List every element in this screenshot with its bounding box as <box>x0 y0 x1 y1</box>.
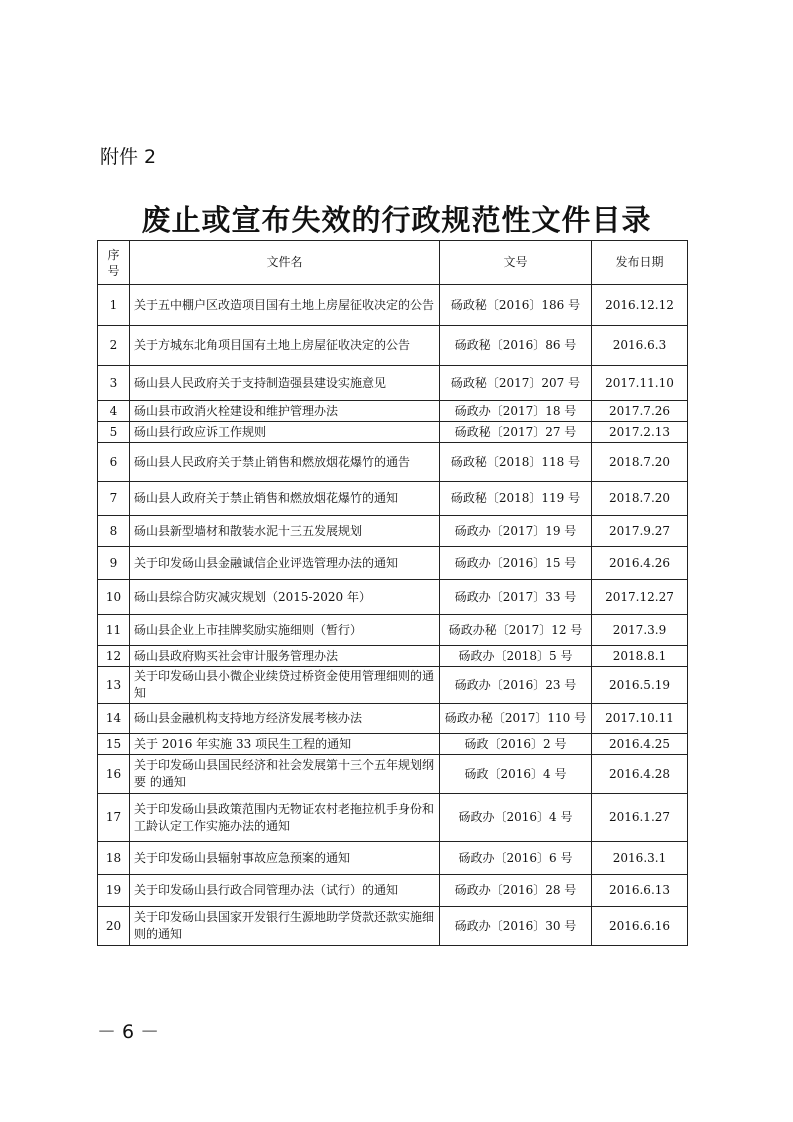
row-doc-number: 砀政〔2016〕4 号 <box>440 755 592 794</box>
row-file-name: 关于印发砀山县国家开发银行生源地助学贷款还款实施细则的通知 <box>130 907 440 946</box>
table-row <box>98 285 688 326</box>
row-doc-number: 砀政秘〔2017〕207 号 <box>440 366 592 401</box>
row-doc-number: 砀政办〔2016〕23 号 <box>440 667 592 704</box>
row-seq: 18 <box>98 842 130 875</box>
row-seq: 16 <box>98 755 130 794</box>
row-seq: 8 <box>98 516 130 547</box>
table-row <box>98 755 688 794</box>
row-doc-number: 砀政办秘〔2017〕110 号 <box>440 704 592 734</box>
row-seq: 19 <box>98 875 130 907</box>
row-doc-number: 砀政办秘〔2017〕12 号 <box>440 615 592 646</box>
row-publish-date: 2017.10.11 <box>592 704 688 734</box>
row-doc-number: 砀政秘〔2016〕186 号 <box>440 285 592 326</box>
table-row <box>98 547 688 580</box>
row-file-name: 关于印发砀山县辐射事故应急预案的通知 <box>130 842 440 875</box>
header-doc-no: 文号 <box>440 241 592 285</box>
row-doc-number: 砀政秘〔2018〕119 号 <box>440 482 592 516</box>
row-doc-number: 砀政办〔2017〕19 号 <box>440 516 592 547</box>
row-file-name: 砀山县人民政府关于禁止销售和燃放烟花爆竹的通告 <box>130 443 440 482</box>
repealed-documents-table <box>97 240 688 946</box>
row-seq: 12 <box>98 646 130 667</box>
table-row <box>98 326 688 366</box>
row-publish-date: 2017.2.13 <box>592 422 688 443</box>
row-publish-date: 2017.9.27 <box>592 516 688 547</box>
row-file-name: 砀山县金融机构支持地方经济发展考核办法 <box>130 704 440 734</box>
row-publish-date: 2016.3.1 <box>592 842 688 875</box>
row-seq: 7 <box>98 482 130 516</box>
row-publish-date: 2018.7.20 <box>592 482 688 516</box>
table-row <box>98 401 688 422</box>
row-file-name: 砀山县企业上市挂牌奖励实施细则（暂行） <box>130 615 440 646</box>
table-row <box>98 734 688 755</box>
row-file-name: 关于印发砀山县行政合同管理办法（试行）的通知 <box>130 875 440 907</box>
page-number: － 6 － <box>97 1021 160 1043</box>
row-file-name: 关于印发砀山县政策范围内无物证农村老拖拉机手身份和工龄认定工作实施办法的通知 <box>130 794 440 842</box>
table-row <box>98 516 688 547</box>
document-title: 废止或宣布失效的行政规范性文件目录 <box>141 203 652 237</box>
attachment-label: 附件 2 <box>100 146 157 168</box>
row-seq: 14 <box>98 704 130 734</box>
header-date: 发布日期 <box>592 241 688 285</box>
row-seq: 11 <box>98 615 130 646</box>
row-publish-date: 2016.6.3 <box>592 326 688 366</box>
row-publish-date: 2016.4.28 <box>592 755 688 794</box>
row-publish-date: 2016.6.13 <box>592 875 688 907</box>
row-publish-date: 2016.12.12 <box>592 285 688 326</box>
table-row <box>98 422 688 443</box>
row-doc-number: 砀政办〔2016〕28 号 <box>440 875 592 907</box>
row-doc-number: 砀政办〔2018〕5 号 <box>440 646 592 667</box>
row-file-name: 关于印发砀山县金融诚信企业评选管理办法的通知 <box>130 547 440 580</box>
row-file-name: 关于方城东北角项目国有土地上房屋征收决定的公告 <box>130 326 440 366</box>
row-file-name: 关于印发砀山县国民经济和社会发展第十三个五年规划纲要 的通知 <box>130 755 440 794</box>
row-publish-date: 2016.6.16 <box>592 907 688 946</box>
row-file-name: 砀山县人民政府关于支持制造强县建设实施意见 <box>130 366 440 401</box>
row-publish-date: 2016.1.27 <box>592 794 688 842</box>
row-seq: 4 <box>98 401 130 422</box>
row-seq: 13 <box>98 667 130 704</box>
table-row <box>98 667 688 704</box>
row-doc-number: 砀政秘〔2017〕27 号 <box>440 422 592 443</box>
row-doc-number: 砀政办〔2016〕15 号 <box>440 547 592 580</box>
table-row <box>98 366 688 401</box>
row-publish-date: 2017.7.26 <box>592 401 688 422</box>
table-row <box>98 580 688 615</box>
row-seq: 1 <box>98 285 130 326</box>
row-seq: 20 <box>98 907 130 946</box>
row-file-name: 关于 2016 年实施 33 项民生工程的通知 <box>130 734 440 755</box>
row-file-name: 砀山县新型墙材和散装水泥十三五发展规划 <box>130 516 440 547</box>
row-publish-date: 2017.12.27 <box>592 580 688 615</box>
header-name: 文件名 <box>130 241 440 285</box>
row-seq: 5 <box>98 422 130 443</box>
row-publish-date: 2017.3.9 <box>592 615 688 646</box>
row-seq: 2 <box>98 326 130 366</box>
row-publish-date: 2016.5.19 <box>592 667 688 704</box>
table-row <box>98 646 688 667</box>
row-doc-number: 砀政〔2016〕2 号 <box>440 734 592 755</box>
row-seq: 9 <box>98 547 130 580</box>
row-file-name: 关于印发砀山县小微企业续贷过桥资金使用管理细则的通知 <box>130 667 440 704</box>
table-row <box>98 875 688 907</box>
row-seq: 6 <box>98 443 130 482</box>
row-doc-number: 砀政办〔2016〕6 号 <box>440 842 592 875</box>
table-row <box>98 704 688 734</box>
row-doc-number: 砀政办〔2017〕18 号 <box>440 401 592 422</box>
header-seq: 序号 <box>98 241 130 285</box>
row-doc-number: 砀政秘〔2016〕86 号 <box>440 326 592 366</box>
row-doc-number: 砀政秘〔2018〕118 号 <box>440 443 592 482</box>
row-publish-date: 2016.4.25 <box>592 734 688 755</box>
table-row <box>98 842 688 875</box>
table-row <box>98 907 688 946</box>
row-publish-date: 2017.11.10 <box>592 366 688 401</box>
row-file-name: 砀山县行政应诉工作规则 <box>130 422 440 443</box>
row-seq: 17 <box>98 794 130 842</box>
row-doc-number: 砀政办〔2016〕4 号 <box>440 794 592 842</box>
table-row <box>98 794 688 842</box>
row-publish-date: 2018.7.20 <box>592 443 688 482</box>
row-publish-date: 2018.8.1 <box>592 646 688 667</box>
header-row <box>98 241 688 285</box>
row-file-name: 砀山县人政府关于禁止销售和燃放烟花爆竹的通知 <box>130 482 440 516</box>
table-header <box>98 241 688 285</box>
row-file-name: 砀山县综合防灾减灾规划（2015-2020 年） <box>130 580 440 615</box>
row-doc-number: 砀政办〔2016〕30 号 <box>440 907 592 946</box>
row-seq: 15 <box>98 734 130 755</box>
table-body <box>98 285 688 946</box>
table-row <box>98 443 688 482</box>
row-doc-number: 砀政办〔2017〕33 号 <box>440 580 592 615</box>
row-seq: 10 <box>98 580 130 615</box>
row-file-name: 砀山县市政消火栓建设和维护管理办法 <box>130 401 440 422</box>
table-row <box>98 482 688 516</box>
row-publish-date: 2016.4.26 <box>592 547 688 580</box>
row-file-name: 关于五中棚户区改造项目国有土地上房屋征收决定的公告 <box>130 285 440 326</box>
table-row <box>98 615 688 646</box>
row-seq: 3 <box>98 366 130 401</box>
row-file-name: 砀山县政府购买社会审计服务管理办法 <box>130 646 440 667</box>
